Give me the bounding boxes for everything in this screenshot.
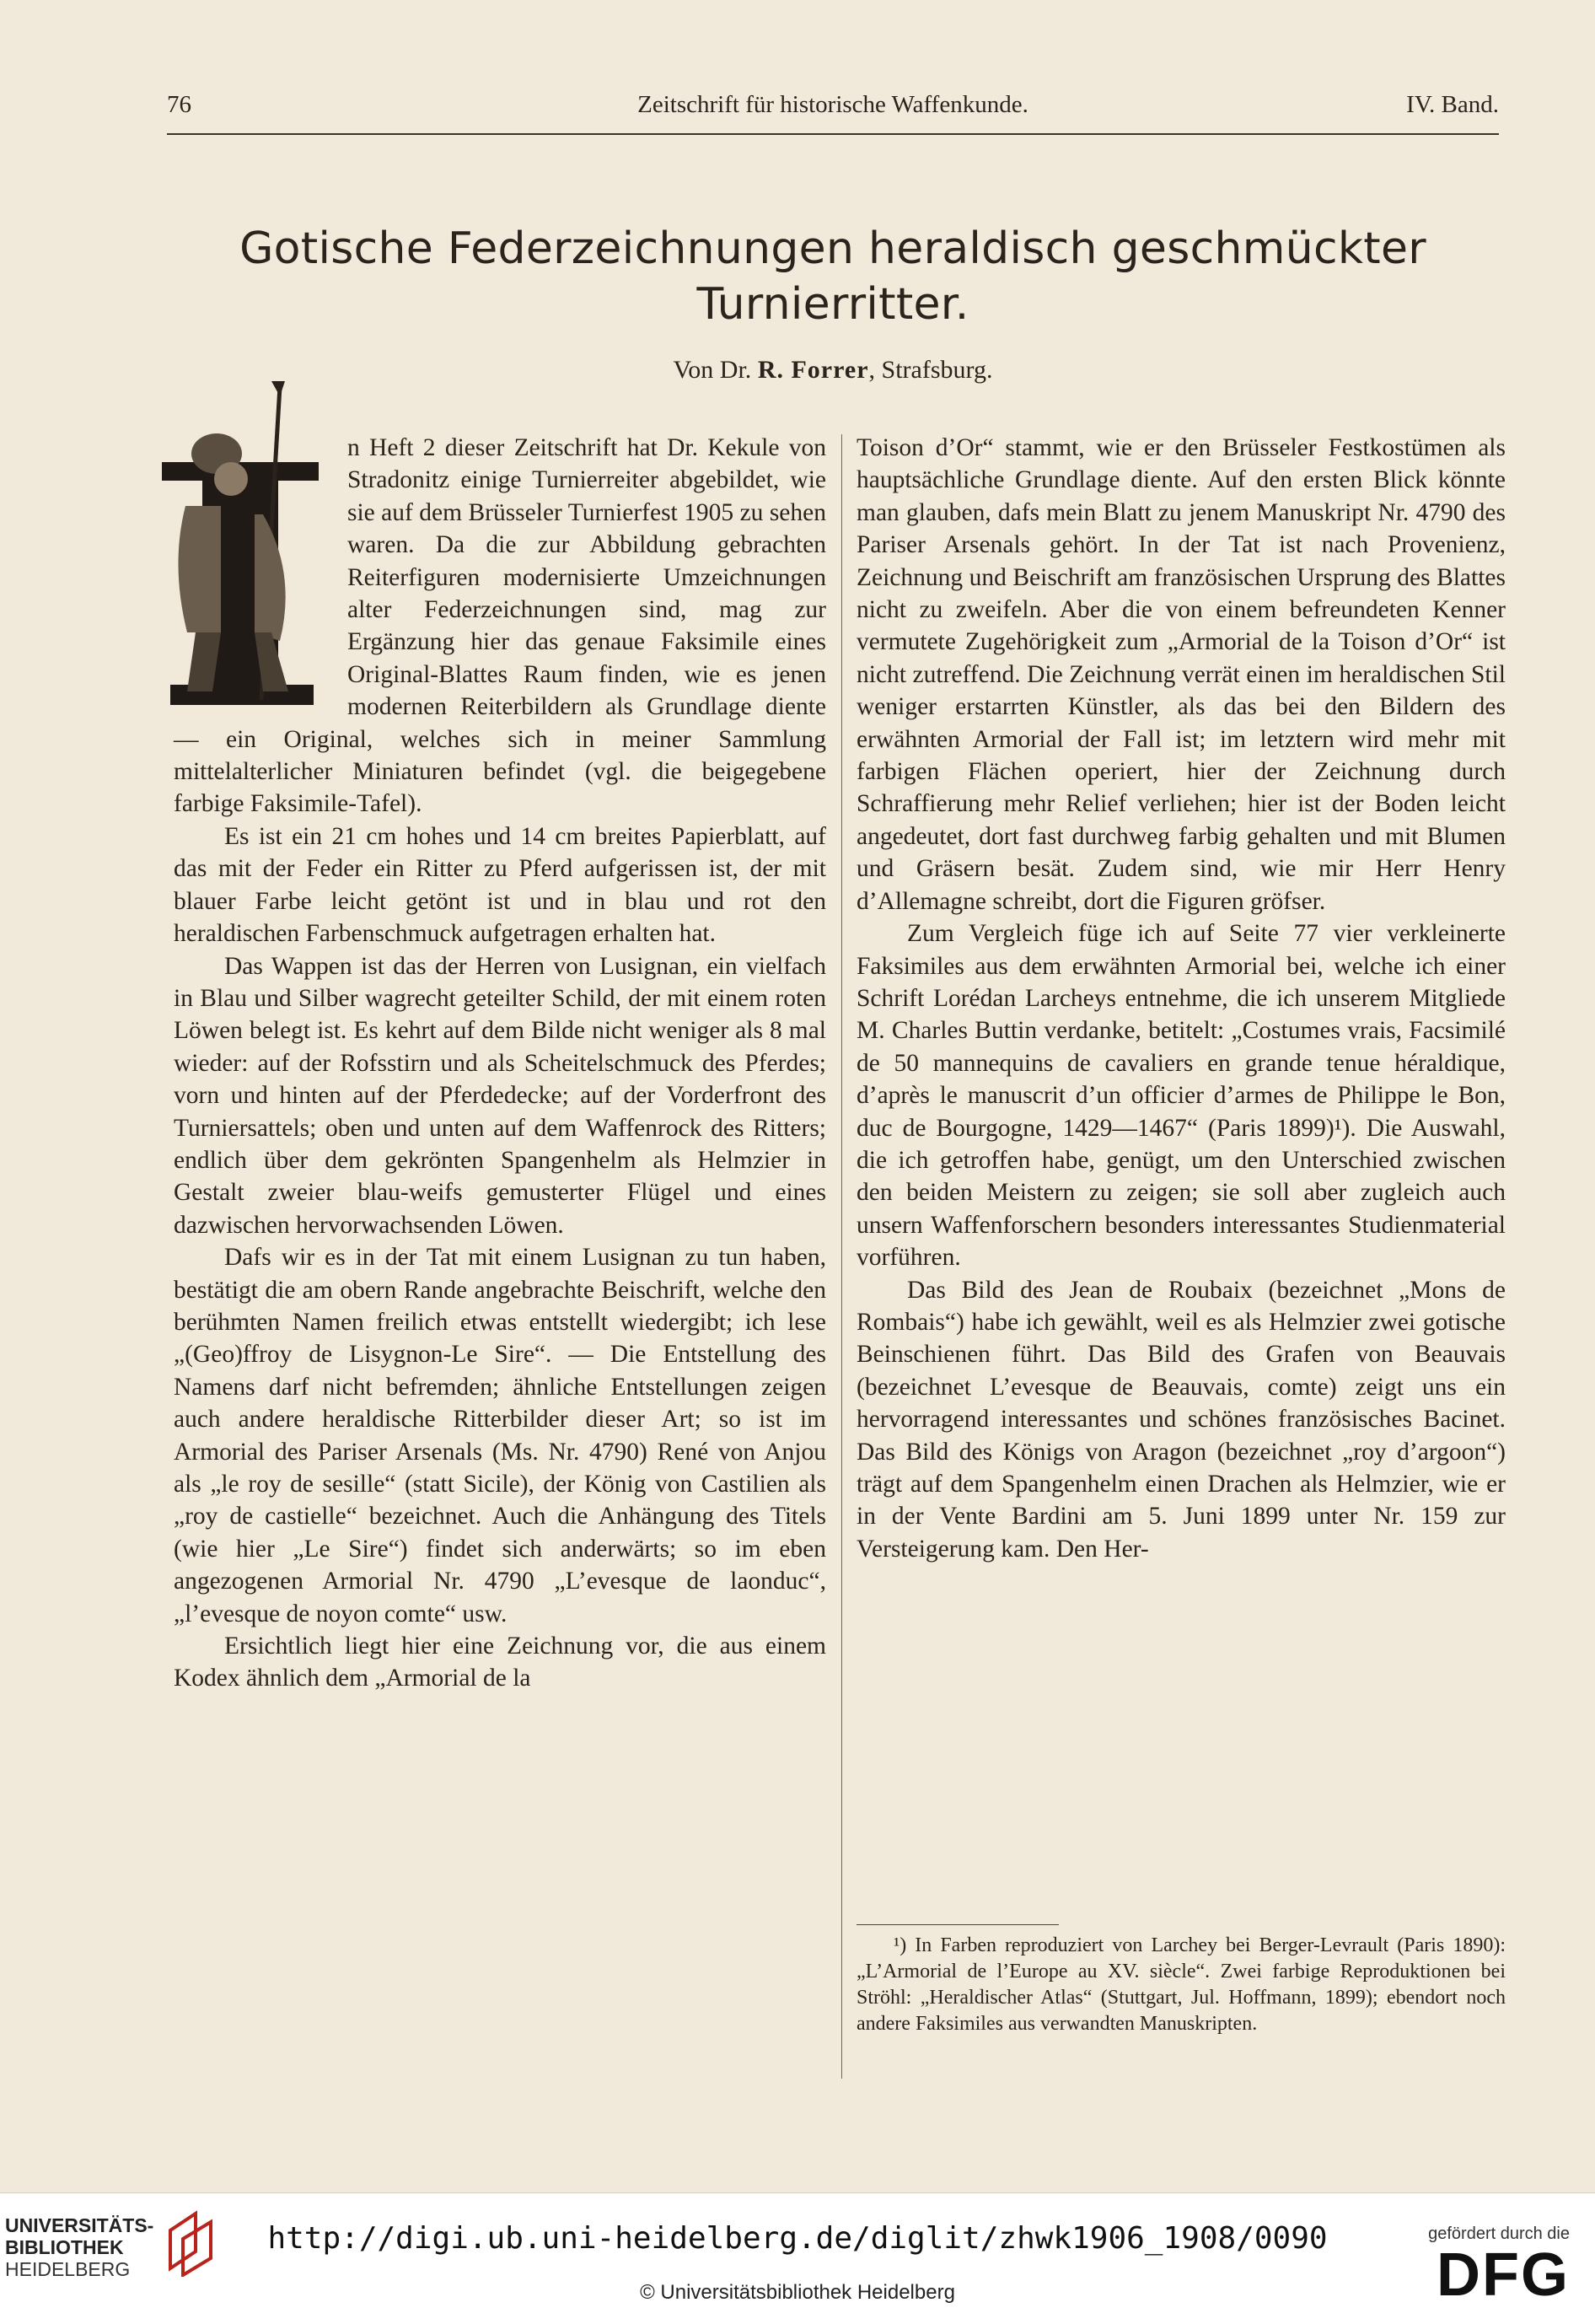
volume-label: IV. Band.	[1406, 91, 1499, 118]
funding-label: gefördert durch die	[1428, 2224, 1570, 2243]
library-name-line-3: HEIDELBERG	[5, 2258, 131, 2280]
permalink-url[interactable]: http://digi.ub.uni-heidelberg.de/diglit/zhwk1906_1908/0090	[267, 2221, 1328, 2256]
paragraph-3: Das Wappen ist das der Herren von Lusignan, ein vielfach in Blau und Silber wagrecht geteilter Schild, der mit einem roten Löwen belegt ist. Es kehrt auf dem Bilde nicht weniger als 8 mal wieder: auf der Rofsstirn und als Scheitelschmuck des Pferdes; vorn und hinten auf der Pferdedecke; auf der Vorderfront des Turniersattels; oben und unten auf dem Waffenrock des Ritters; endlich über dem gekrönten Spangenhelm als Helmzier in Gestalt zweier blau-weifs gemusterter Flügel und eines dazwischen hervorwachsenden Löwen.	[174, 952, 826, 1239]
author-name: R. Forrer	[757, 356, 869, 384]
drop-cap-knight-illustration	[137, 379, 330, 710]
right-column	[857, 432, 1506, 1565]
footnote-rule	[857, 1924, 1059, 1925]
paragraph-2: Es ist ein 21 cm hohes und 14 cm breites Papierblatt, auf das mit der Feder ein Ritter zu Pferd aufgerissen ist, der mit blauer Farbe leicht getönt ist und in blau und rot den heraldischen Farbenschmuck aufgetragen erhalten hat.	[174, 822, 826, 948]
footnote-text: ¹) In Farben reproduziert von Larchey bei Berger-Levrault (Paris 1890): „L’Armorial de l’Europe au XV. siècle“. Zwei farbige Reproduktionen bei Ströhl: „Heraldischer Atlas“ (Stuttgart, Jul. Hoffmann, 1899); ebendort noch andere Faksimiles aus verwandten Manuskripten.	[857, 1934, 1506, 2035]
title-line-2: Turnierritter.	[696, 279, 969, 330]
footnote	[857, 1933, 1506, 2037]
paragraph-7: Zum Vergleich füge ich auf Seite 77 vier verkleinerte Faksimiles aus dem erwähnten Armorial bei, welche ich einer Schrift Lorédan Larcheys entnehme, die ich unserem Mitgliede M. Charles Buttin verdanke, betitelt: „Costumes vrais, Facsimilé de 50 mannequins de cavaliers en grande tenue héraldique, d’après le manuscrit d’un officier d’armes de Philippe le Bon, duc de Bourgogne, 1429—1467“ (Paris 1899)¹). Die Auswahl, die ich getroffen habe, genügt, um den Unterschied zwischen den beiden Meistern zu zeigen; sie soll aber zugleich auch unsern Waffenforschern besonders interessantes Studienmaterial vorführen.	[857, 920, 1506, 1272]
paragraph-6: Toison d’Or“ stammt, wie er den Brüsseler Festkostümen als hauptsächliche Grundlage diente. Auf den ersten Blick könnte man glauben, dafs mein Blatt zu jenem Manuskript Nr. 4790 des Pariser Arsenals gehört. In der Tat ist nach Provenienz, Zeichnung und Beischrift am französischen Ursprung des Blattes nicht zu zweifeln. Aber die von einem befreundeten Kenner vermutete Zugehörigkeit zum „Armorial de la Toison d’Or“ ist nicht zutreffend. Die Zeichnung verrät einen im heraldischen Stil weniger erstarrten Künstler, als das bei den Bildern des erwähnten Armorial der Fall ist; im letztern wird mehr mit farbigen Flächen operiert, hier der Zeichnung durch Schraffierung mehr Relief verliehen; hier ist der Boden leicht angedeutet, dort fast durchweg farbig gehalten und mit Blumen und Gräsern besät. Zudem sind, wie mir Herr Henry d’Allemagne schreibt, dort die Figuren gröfser.	[857, 434, 1506, 915]
column-divider	[841, 434, 842, 2079]
journal-title: Zeitschrift für historische Waffenkunde.	[637, 91, 1028, 118]
library-name-line-2: BIBLIOTHEK	[5, 2236, 124, 2258]
dfg-funding-logo[interactable]	[1413, 2224, 1570, 2310]
header-rule	[167, 133, 1499, 135]
copyright-notice: © Universitätsbibliothek Heidelberg	[640, 2281, 955, 2304]
running-header	[167, 91, 1499, 125]
dfg-logo-text: DFG	[1437, 2241, 1570, 2309]
paragraph-5: Ersichtlich liegt hier eine Zeichnung vor, die aus einem Kodex ähnlich dem „Armorial de la	[174, 1633, 826, 1692]
page-number: 76	[167, 91, 191, 118]
title-line-1: Gotische Federzeichnungen heraldisch geschmückter	[239, 223, 1426, 274]
byline-prefix: Von Dr.	[673, 356, 758, 384]
paragraph-1: n Heft 2 dieser Zeitschrift hat Dr. Kekule von Stradonitz einige Turnierreiter abgebildet, wie sie auf dem Brüsseler Turnierfest 1905 zu sehen waren. Da die zur Abbildung gebrachten Reiterfiguren modernisierte Umzeichnungen alter Federzeichnungen sind, mag zur Ergänzung hier das genaue Faksimile eines Original-Blattes Raum finden, wie es jenen modernen Reiterbildern als Grundlage diente — ein Original, welches sich in meiner Sammlung mittelalterlicher Miniaturen befindet (vgl. die beigegebene farbige Faksimile-Tafel).	[174, 434, 826, 818]
left-column	[174, 432, 826, 1695]
library-name-line-1: UNIVERSITÄTS-	[5, 2214, 154, 2236]
byline	[167, 356, 1499, 385]
byline-suffix: , Strafsburg.	[868, 356, 993, 384]
paragraph-8: Das Bild des Jean de Roubaix (bezeichnet „Mons de Rombais“) habe ich gewählt, weil es als Helmzier zwei gotische Beinschienen führt. Das Bild des Grafen von Beauvais (bezeichnet L’evesque de Beauvais, comte) zeigt uns ein hervorragend interessantes und schönes französisches Bacinet. Das Bild des Königs von Aragon (bezeichnet „roy d’argoon“) trägt auf dem Spangenhelm einen Drachen als Helmzier, wie er in der Vente Bardini am 5. Juni 1899 unter Nr. 159 zur Versteigerung kam. Den Her-	[857, 1276, 1506, 1563]
paragraph-4: Dafs wir es in der Tat mit einem Lusignan zu tun haben, bestätigt die am obern Rande angebrachte Beischrift, welche den berühmten Namen freilich etwas entstellt wiedergibt; ich lese „(Geo)ffroy de Lisygnon-Le Sire“. — Die Entstellung des Namens darf nicht befremden; ähnliche Entstellungen zeigen auch andere heraldische Ritterbilder dieser Art; so ist im Armorial des Pariser Arsenals (Ms. Nr. 4790) René von Anjou als „le roy de sesille“ (statt Sicile), der König von Castilien als „roy de castielle“ bezeichnet. Auch die Anhängung des Titels (wie hier „Le Sire“) findet sich anderwärts; so im eben angezogenen Armorial Nr. 4790 „L’evesque de laonduc“, „l’evesque de noyon comte“ usw.	[174, 1244, 826, 1627]
article-title	[167, 221, 1499, 332]
